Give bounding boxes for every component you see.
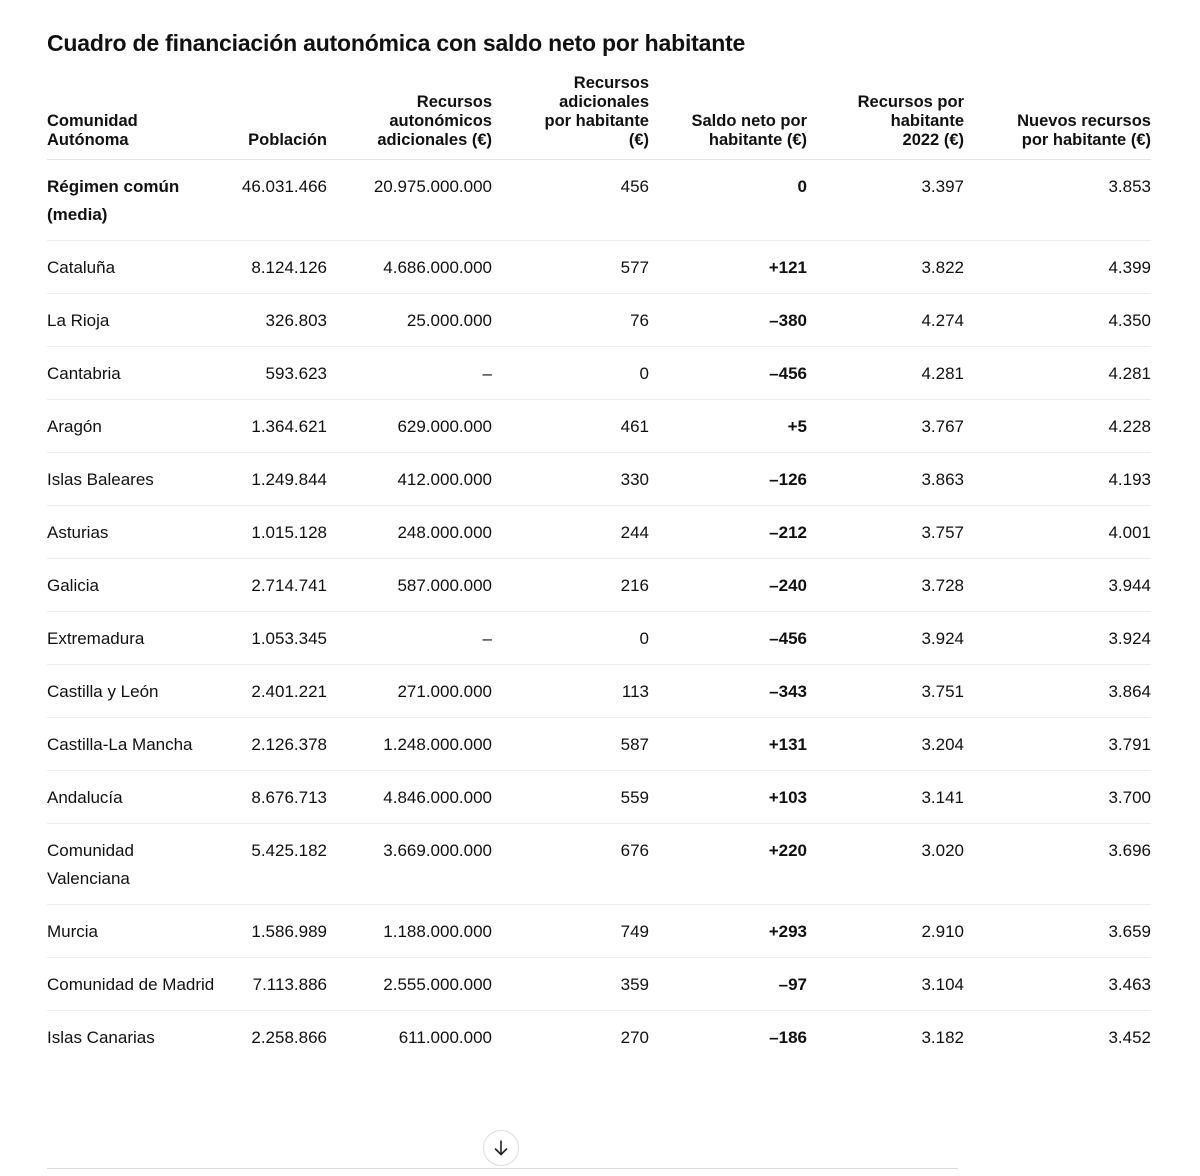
table-row — [47, 823, 1151, 904]
page-title: Cuadro de financiación autonómica con saldo neto por habitante — [47, 30, 746, 56]
cell-resources: 629.000.000 — [327, 399, 492, 452]
cell-population: 1.586.989 — [219, 904, 327, 957]
cell-per-capita: 577 — [492, 240, 649, 293]
cell-population: 5.425.182 — [219, 823, 327, 904]
cell-population: 8.676.713 — [219, 770, 327, 823]
cell-new-resources: 3.452 — [1108, 1027, 1151, 1047]
cell-resources-2022: 3.104 — [807, 957, 964, 1010]
arrow-down-icon — [492, 1139, 510, 1157]
cell-population: 2.401.221 — [219, 664, 327, 717]
table-row — [47, 1010, 1151, 1063]
table-row — [47, 399, 1151, 452]
cell-net-balance: –126 — [649, 452, 807, 505]
header-per-capita: Recursos adicionales por habitante (€) — [492, 72, 649, 159]
table-header-row — [47, 72, 1151, 159]
cell-population: 1.015.128 — [219, 505, 327, 558]
cell-resources-2022: 2.910 — [807, 904, 964, 957]
cell-resources-2022: 4.281 — [807, 346, 964, 399]
cell-net-balance: +103 — [649, 770, 807, 823]
cell-new-resources: 3.659 — [964, 904, 1151, 957]
cell-resources: 1.188.000.000 — [327, 904, 492, 957]
cell-per-capita: 0 — [492, 346, 649, 399]
table-row — [47, 664, 1151, 717]
cell-per-capita: 559 — [492, 770, 649, 823]
cell-net-balance: –186 — [769, 1027, 807, 1047]
cell-population: 2.126.378 — [219, 717, 327, 770]
table-row — [47, 505, 1151, 558]
cell-resources-2022: 3.757 — [807, 505, 964, 558]
cell-community: Galicia — [47, 558, 219, 611]
cell-new-resources: 4.281 — [964, 346, 1151, 399]
table-container[interactable] — [47, 72, 1151, 1063]
cell-new-resources: 3.463 — [964, 957, 1151, 1010]
cell-resources: – — [327, 611, 492, 664]
cell-resources: 587.000.000 — [327, 558, 492, 611]
table-row — [47, 452, 1151, 505]
cell-resources-2022: 3.020 — [807, 823, 964, 904]
cell-net-balance: –240 — [649, 558, 807, 611]
cell-community: Asturias — [47, 505, 219, 558]
cell-net-balance: +121 — [649, 240, 807, 293]
header-community: Comunidad Autónoma — [47, 72, 219, 159]
cell-resources-2022: 3.141 — [807, 770, 964, 823]
financing-table — [47, 72, 1151, 1063]
cell-per-capita: 587 — [492, 717, 649, 770]
cell-community: Murcia — [47, 904, 219, 957]
cell-community: Cataluña — [47, 240, 219, 293]
header-new-resources: Nuevos recursos por habitante (€) — [964, 72, 1151, 159]
cell-community: Castilla y León — [47, 664, 219, 717]
table-row — [47, 770, 1151, 823]
cell-community: Andalucía — [47, 770, 219, 823]
table-row — [47, 558, 1151, 611]
cell-resources-2022: 3.397 — [807, 159, 964, 240]
cell-net-balance: –212 — [649, 505, 807, 558]
cell-community: Aragón — [47, 399, 219, 452]
header-resources: Recursos autonómicos adicionales (€) — [327, 72, 492, 159]
table-row — [47, 904, 1151, 957]
cell-community: Islas Canarias — [47, 1027, 155, 1047]
cell-net-balance: +220 — [649, 823, 807, 904]
cell-per-capita: 749 — [492, 904, 649, 957]
cell-per-capita: 359 — [492, 957, 649, 1010]
cell-per-capita: 676 — [492, 823, 649, 904]
table-row — [47, 240, 1151, 293]
cell-per-capita: 461 — [492, 399, 649, 452]
cell-net-balance: –456 — [649, 611, 807, 664]
cell-new-resources: 3.791 — [964, 717, 1151, 770]
cell-new-resources: 3.696 — [964, 823, 1151, 904]
cell-resources: 25.000.000 — [327, 293, 492, 346]
divider — [47, 1168, 958, 1169]
cell-resources-2022: 3.204 — [807, 717, 964, 770]
cell-resources-2022: 3.182 — [921, 1027, 964, 1047]
cell-net-balance: 0 — [649, 159, 807, 240]
cell-new-resources: 4.399 — [964, 240, 1151, 293]
cell-population: 8.124.126 — [219, 240, 327, 293]
cell-resources-2022: 4.274 — [807, 293, 964, 346]
cell-resources-2022: 3.767 — [807, 399, 964, 452]
cell-new-resources: 4.193 — [964, 452, 1151, 505]
cell-new-resources: 3.924 — [964, 611, 1151, 664]
cell-net-balance: –380 — [649, 293, 807, 346]
cell-new-resources: 3.864 — [964, 664, 1151, 717]
cell-population: 46.031.466 — [219, 159, 327, 240]
cell-net-balance: –97 — [649, 957, 807, 1010]
cell-per-capita: 216 — [492, 558, 649, 611]
cell-resources: 2.555.000.000 — [327, 957, 492, 1010]
cell-resources: 4.846.000.000 — [327, 770, 492, 823]
header-net-balance: Saldo neto por habitante (€) — [649, 72, 807, 159]
table-row — [47, 346, 1151, 399]
cell-resources-2022: 3.924 — [807, 611, 964, 664]
cell-population: 2.258.866 — [251, 1027, 327, 1047]
cell-new-resources: 3.944 — [964, 558, 1151, 611]
cell-net-balance: –343 — [649, 664, 807, 717]
cell-resources: 248.000.000 — [327, 505, 492, 558]
cell-net-balance: +131 — [649, 717, 807, 770]
cell-resources: 20.975.000.000 — [327, 159, 492, 240]
cell-net-balance: +5 — [649, 399, 807, 452]
cell-population: 593.623 — [219, 346, 327, 399]
cell-net-balance: +293 — [649, 904, 807, 957]
cell-resources-2022: 3.751 — [807, 664, 964, 717]
cell-per-capita: 244 — [492, 505, 649, 558]
table-row — [47, 611, 1151, 664]
header-population: Población — [219, 72, 327, 159]
cell-resources: 271.000.000 — [327, 664, 492, 717]
cell-resources-2022: 3.863 — [807, 452, 964, 505]
cell-per-capita: 456 — [492, 159, 649, 240]
cell-community: Comunidad de Madrid — [47, 957, 219, 1010]
cell-population: 326.803 — [219, 293, 327, 346]
table-row — [47, 957, 1151, 1010]
cell-new-resources: 3.700 — [964, 770, 1151, 823]
table-row — [47, 717, 1151, 770]
scroll-down-button[interactable] — [483, 1130, 519, 1166]
cell-community: Régimen común (media) — [47, 159, 219, 240]
cell-resources-2022: 3.728 — [807, 558, 964, 611]
cell-resources: 3.669.000.000 — [327, 823, 492, 904]
cell-per-capita: 270 — [620, 1027, 649, 1047]
cell-resources: 412.000.000 — [327, 452, 492, 505]
cell-population: 2.714.741 — [219, 558, 327, 611]
cell-resources-2022: 3.822 — [807, 240, 964, 293]
cell-new-resources: 4.228 — [964, 399, 1151, 452]
cell-resources: 4.686.000.000 — [327, 240, 492, 293]
cell-new-resources: 3.853 — [964, 159, 1151, 240]
table-row — [47, 293, 1151, 346]
cell-per-capita: 0 — [492, 611, 649, 664]
cell-resources: – — [327, 346, 492, 399]
cell-new-resources: 4.001 — [964, 505, 1151, 558]
cell-community: La Rioja — [47, 293, 219, 346]
cell-resources: 611.000.000 — [398, 1027, 492, 1047]
cell-community: Islas Baleares — [47, 452, 219, 505]
header-resources-2022: Recursos por habitante 2022 (€) — [807, 72, 964, 159]
cell-new-resources: 4.350 — [964, 293, 1151, 346]
table-row — [47, 159, 1151, 240]
table-body — [47, 159, 1151, 1063]
cell-community: Comunidad Valenciana — [47, 823, 219, 904]
cell-net-balance: –456 — [649, 346, 807, 399]
cell-resources: 1.248.000.000 — [327, 717, 492, 770]
cell-per-capita: 76 — [492, 293, 649, 346]
cell-population: 1.364.621 — [219, 399, 327, 452]
cell-population: 1.249.844 — [219, 452, 327, 505]
cell-community: Extremadura — [47, 611, 219, 664]
cell-community: Cantabria — [47, 346, 219, 399]
cell-per-capita: 113 — [492, 664, 649, 717]
cell-population: 1.053.345 — [219, 611, 327, 664]
cell-community: Castilla-La Mancha — [47, 717, 219, 770]
cell-per-capita: 330 — [492, 452, 649, 505]
cell-population: 7.113.886 — [219, 957, 327, 1010]
